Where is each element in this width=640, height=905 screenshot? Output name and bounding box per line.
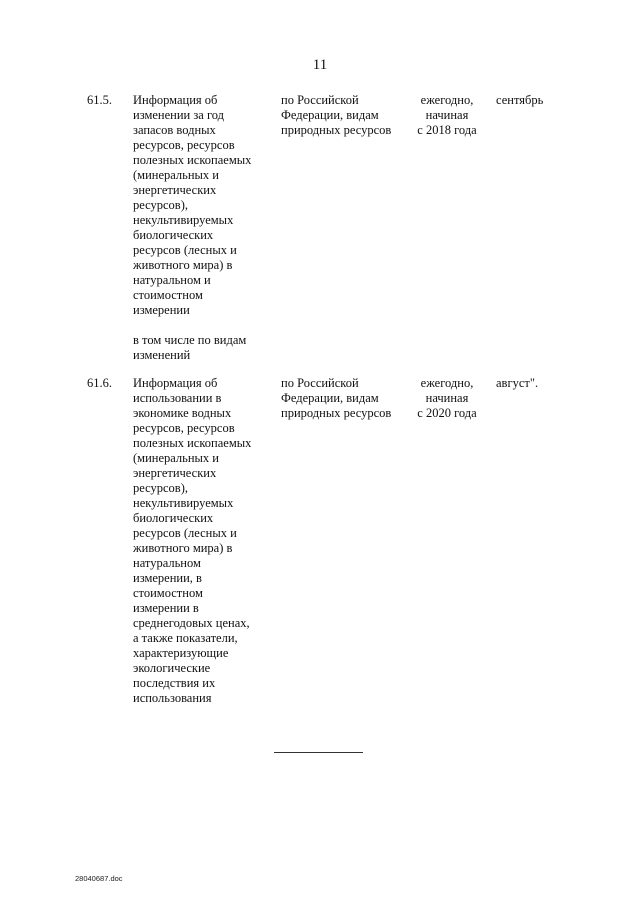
period-line: с 2018 года — [417, 123, 477, 137]
indicator-name-line: измерении, в — [133, 571, 202, 585]
scope-line: природных ресурсов — [281, 406, 392, 420]
submission-deadline: сентябрь — [496, 93, 544, 107]
period-line: ежегодно, — [420, 376, 474, 390]
scope-line: по Российской — [281, 93, 359, 107]
indicator-name-line: ресурсов, ресурсов — [133, 138, 235, 152]
indicator-name-line: некультивируемых — [133, 496, 234, 510]
indicator-name-line: среднегодовых ценах, — [133, 616, 250, 630]
period-line: ежегодно, — [420, 93, 474, 107]
indicator-name-line: измерении — [133, 303, 190, 317]
submission-deadline: август". — [496, 376, 539, 390]
indicator-name-line: характеризующие — [133, 646, 229, 660]
page-number: 11 — [312, 57, 328, 73]
indicator-note-line: изменений — [133, 348, 191, 362]
indicator-name — [133, 93, 273, 363]
indicator-name-line: использования — [133, 691, 212, 705]
footer-file-name: 28040687.doc — [75, 874, 123, 883]
indicator-name-line: животного мира) в — [133, 541, 233, 555]
indicator-name-line: стоимостном — [133, 586, 203, 600]
indicator-name-line: натуральном — [133, 556, 201, 570]
indicator-name-line: ресурсов), — [133, 198, 188, 212]
indicator-name-line: (минеральных и — [133, 168, 219, 182]
indicator-name-line: Информация об — [133, 93, 218, 107]
breakdown-scope — [281, 93, 411, 138]
indicator-name-line: натуральном и — [133, 273, 211, 287]
indicator-name-line: изменении за год — [133, 108, 225, 122]
periodicity — [412, 93, 482, 138]
period-line: начиная — [425, 108, 469, 122]
indicator-name-line: ресурсов (лесных и — [133, 243, 237, 257]
breakdown-scope — [281, 376, 411, 421]
indicator-name-line: а также показатели, — [133, 631, 238, 645]
indicator-name-line: (минеральных и — [133, 451, 219, 465]
indicator-note — [133, 333, 273, 363]
indicator-name-line: измерении в — [133, 601, 199, 615]
indicator-name-line: ресурсов, ресурсов — [133, 421, 235, 435]
scope-line: по Российской — [281, 376, 359, 390]
indicator-name-line: полезных ископаемых — [133, 153, 252, 167]
indicator-name-line: биологических — [133, 511, 214, 525]
indicator-name-line: запасов водных — [133, 123, 216, 137]
period-line: начиная — [425, 391, 469, 405]
scope-line: Федерации, видам — [281, 108, 379, 122]
row-number: 61.5. — [87, 93, 112, 107]
indicator-name-line: использовании в — [133, 391, 222, 405]
indicator-name-line: полезных ископаемых — [133, 436, 252, 450]
indicator-name-line: некультивируемых — [133, 213, 234, 227]
end-of-document-rule — [274, 752, 363, 753]
indicator-name-line: последствия их — [133, 676, 216, 690]
scope-line: природных ресурсов — [281, 123, 392, 137]
indicator-name-line: энергетических — [133, 183, 217, 197]
indicator-name-line: биологических — [133, 228, 214, 242]
row-number: 61.6. — [87, 376, 112, 390]
indicator-name-line: животного мира) в — [133, 258, 233, 272]
scope-line: Федерации, видам — [281, 391, 379, 405]
indicator-name-line: экологические — [133, 661, 211, 675]
indicator-name-line: ресурсов), — [133, 481, 188, 495]
indicator-name-line: стоимостном — [133, 288, 203, 302]
indicator-name-line: Информация об — [133, 376, 218, 390]
indicator-name — [133, 376, 273, 706]
periodicity — [412, 376, 482, 421]
indicator-name-line: экономике водных — [133, 406, 232, 420]
indicator-note-line: в том числе по видам — [133, 333, 247, 347]
indicator-name-line: ресурсов (лесных и — [133, 526, 237, 540]
period-line: с 2020 года — [417, 406, 477, 420]
indicator-name-line: энергетических — [133, 466, 217, 480]
